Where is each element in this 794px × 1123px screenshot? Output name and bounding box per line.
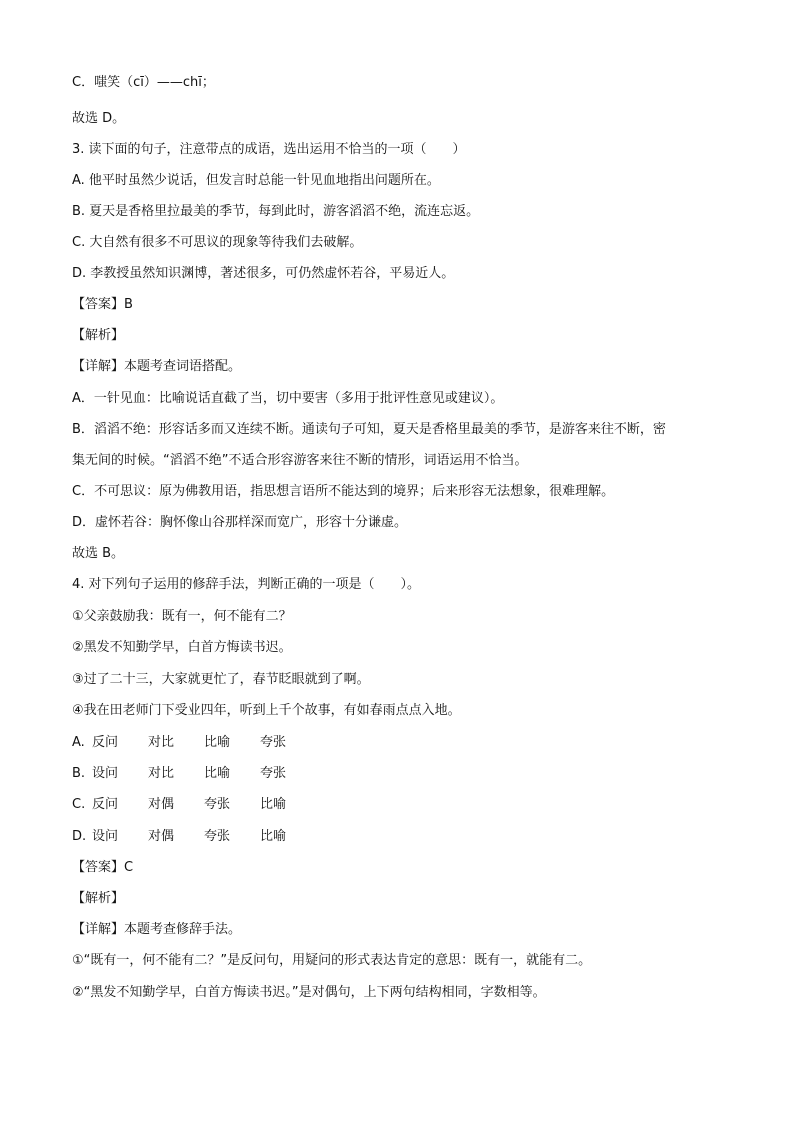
question-4-stem: 4. 对下列句子运用的修辞手法，判断正确的一项是（ ）。 (72, 577, 421, 592)
option-item: 夸张 (204, 797, 231, 812)
option-item: 对比 (148, 766, 175, 781)
sentence-4: ④我在田老师门下受业四年，听到上千个故事，有如春雨点点入地。 (72, 703, 461, 718)
detail-label: 【详解】本题考查词语搭配。 (72, 359, 242, 374)
option-item: 设问 (92, 766, 119, 781)
choice-line: 故选 B。 (72, 546, 125, 561)
sentence-3: ③过了二十三，大家就更忙了，春节眨眼就到了啊。 (72, 672, 370, 687)
analysis-label: 【解析】 (72, 328, 125, 343)
option-item: 设问 (92, 829, 119, 844)
text-line: C．嗤笑（cī）——chī； (72, 75, 215, 90)
question-3-stem: 3. 读下面的句子，注意带点的成语，选出运用不恰当的一项（ ） (72, 142, 466, 157)
sentence-1: ①父亲鼓励我：既有一，何不能有二？ (72, 609, 292, 624)
option-item: 反问 (92, 797, 119, 812)
option-item: 比喻 (260, 797, 287, 812)
option-letter: C. (72, 797, 86, 812)
option-letter: B. (72, 766, 86, 781)
explanation-a: A．一针见血：比喻说话直截了当，切中要害（多用于批评性意见或建议）。 (72, 391, 504, 406)
explanation-d: D．虚怀若谷：胸怀像山谷那样深而宽广，形容十分谦虚。 (72, 515, 408, 530)
explanation-b-cont: 集无间的时候。“滔滔不绝”不适合形容游客来往不断的情形，词语运用不恰当。 (72, 453, 528, 468)
option-item: 对偶 (148, 797, 175, 812)
text-line: 故选 D。 (72, 111, 126, 126)
analysis-label: 【解析】 (72, 891, 125, 906)
option-d: D. 李教授虽然知识渊博，著述很多，可仍然虚怀若谷，平易近人。 (72, 266, 455, 281)
explanation-b: B．滔滔不绝：形容话多而又连续不断。通读句子可知，夏天是香格里最美的季节，是游客来往不断，密 (72, 422, 666, 437)
option-item: 比喻 (204, 766, 231, 781)
option-a: A. 他平时虽然少说话，但发言时总能一针见血地指出问题所在。 (72, 173, 440, 188)
explanation-c: C．不可思议：原为佛教用语，指思想言语所不能达到的境界；后来形容无法想象，很难理解。 (72, 484, 615, 499)
option-b: B. 夏天是香格里拉最美的季节，每到此时，游客滔滔不绝，流连忘返。 (72, 204, 480, 219)
option-item: 比喻 (204, 735, 231, 750)
option-item: 反问 (92, 735, 119, 750)
option-row-b (72, 765, 286, 783)
option-item: 夸张 (204, 829, 231, 844)
answer-label: 【答案】B (72, 297, 133, 312)
option-row-d (72, 828, 286, 846)
explanation-1: ①“既有一，何不能有二？”是反问句，用疑问的形式表达肯定的意思：既有一，就能有二。 (72, 953, 592, 968)
option-item: 夸张 (260, 766, 287, 781)
option-letter: A. (72, 735, 85, 750)
option-letter: D. (72, 829, 87, 844)
option-item: 对比 (148, 735, 175, 750)
sentence-2: ②黑发不知勤学早，白首方悔读书迟。 (72, 640, 292, 655)
detail-label: 【详解】本题考查修辞手法。 (72, 922, 242, 937)
option-item: 对偶 (148, 829, 175, 844)
answer-label: 【答案】C (72, 860, 134, 875)
option-row-a (72, 734, 286, 752)
option-c: C. 大自然有很多不可思议的现象等待我们去破解。 (72, 235, 363, 250)
option-row-c (72, 796, 286, 814)
option-item: 夸张 (260, 735, 287, 750)
option-item: 比喻 (260, 829, 287, 844)
explanation-2: ②“黑发不知勤学早，白首方悔读书迟。”是对偶句，上下两句结构相同，字数相等。 (72, 985, 546, 1000)
